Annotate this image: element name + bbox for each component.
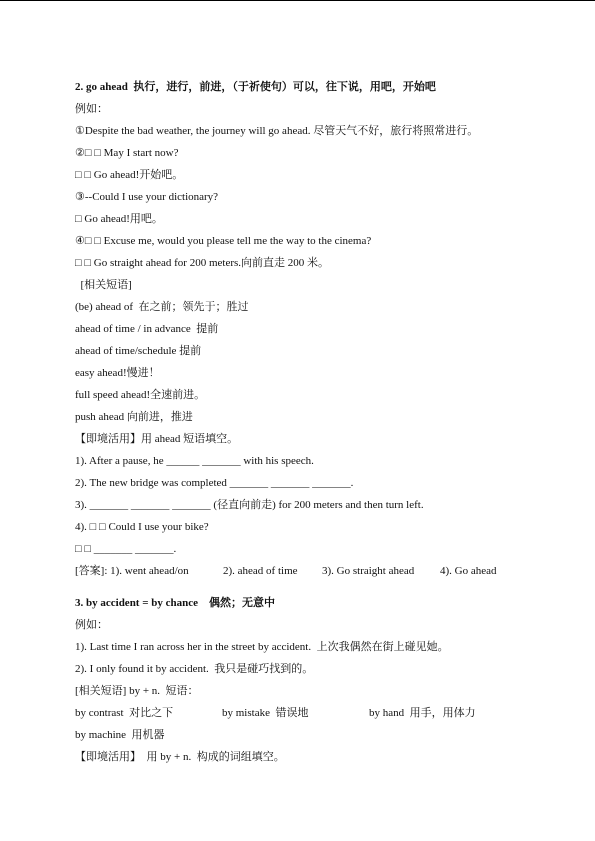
section2-phrase: ahead of time/schedule 提前 <box>75 345 202 357</box>
section2-example-4a: ④□ □ Excuse me, would you please tell me the way to the cinema? <box>75 235 372 247</box>
section2-phrase: push ahead 向前进，推进 <box>75 411 193 423</box>
section3-practice-label: 【即境活用】 用 by + n. 构成的词组填空。 <box>75 751 285 763</box>
section2-related-label: [相关短语] <box>75 279 132 291</box>
section2-answer-3: 3). Go straight ahead <box>322 565 415 577</box>
section2-example-label: 例如： <box>75 103 108 115</box>
section2-example-2b: □ □ Go ahead!开始吧。 <box>75 169 184 181</box>
section2-phrase: (be) ahead of 在之前；领先于；胜过 <box>75 301 249 313</box>
section2-phrase: full speed ahead!全速前进。 <box>75 389 206 401</box>
section2-question-2: 2). The new bridge was completed _______ _______ _______. <box>75 477 354 489</box>
section3-heading: 3. by accident = by chance 偶然；无意中 <box>75 597 275 609</box>
section2-example-1: ①Despite the bad weather, the journey will go ahead. 尽管天气不好，旅行将照常进行。 <box>75 125 479 137</box>
section2-example-3b: □ Go ahead!用吧。 <box>75 213 163 225</box>
section2-answer-2: 2). ahead of time <box>223 565 298 577</box>
section3-phrase: by contrast 对比之下 <box>75 707 174 719</box>
section2-example-2a: ②□ □ May I start now? <box>75 147 179 159</box>
section2-heading: 2. go ahead 执行，进行，前进，（于祈使句）可以，往下说，用吧，开始吧 <box>75 81 436 93</box>
section3-example-2: 2). I only found it by accident. 我只是碰巧找到的。 <box>75 663 314 675</box>
section3-phrase: by machine 用机器 <box>75 729 165 741</box>
section2-question-4a: 4). □ □ Could I use your bike? <box>75 521 209 533</box>
section2-practice-label: 【即境活用】用 ahead 短语填空。 <box>75 433 239 445</box>
section2-phrase: easy ahead!慢进！ <box>75 367 160 379</box>
top-border-line <box>0 0 595 1</box>
section2-example-4b: □ □ Go straight ahead for 200 meters.向前直走 200 米。 <box>75 257 330 269</box>
section2-answer-4: 4). Go ahead <box>440 565 497 577</box>
section2-question-1: 1). After a pause, he ______ _______ with his speech. <box>75 455 314 467</box>
section2-question-4b: □ □ _______ _______. <box>75 543 177 555</box>
section2-example-3a: ③--Could I use your dictionary? <box>75 191 219 203</box>
section3-phrase: by mistake 错误地 <box>222 707 309 719</box>
section2-phrase: ahead of time / in advance 提前 <box>75 323 219 335</box>
section3-example-1: 1). Last time I ran across her in the street by accident. 上次我偶然在街上碰见她。 <box>75 641 449 653</box>
section3-related-label: [相关短语] by + n. 短语： <box>75 685 199 697</box>
section3-phrase: by hand 用手，用体力 <box>369 707 476 719</box>
section2-answers-label: [答案]: 1). went ahead/on <box>75 565 189 577</box>
section2-question-3: 3). _______ _______ _______ (径直向前走) for 200 meters and then turn left. <box>75 499 424 511</box>
section3-example-label: 例如： <box>75 619 108 631</box>
